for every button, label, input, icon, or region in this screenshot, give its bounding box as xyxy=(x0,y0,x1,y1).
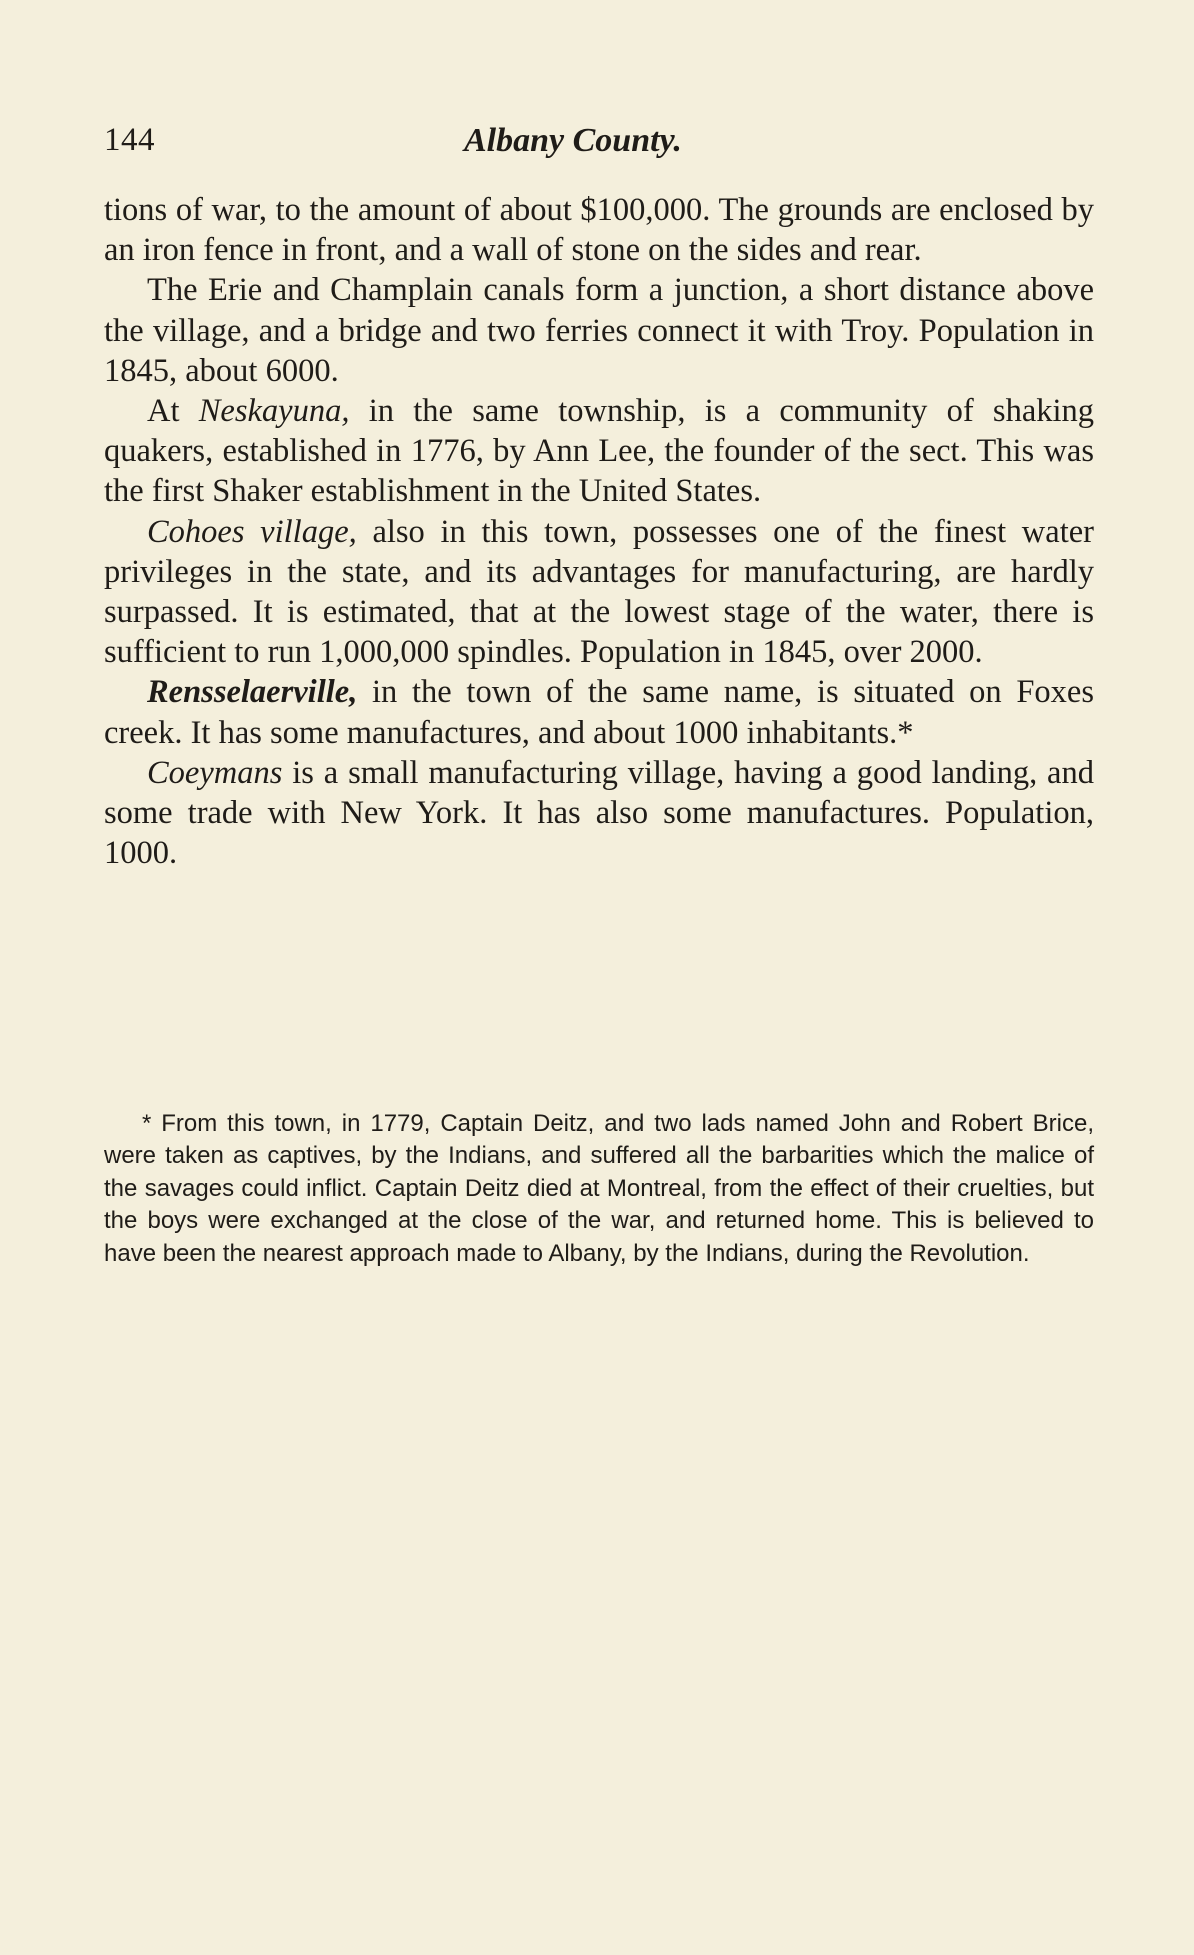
paragraph-neskayuna xyxy=(104,391,1094,512)
page-header xyxy=(104,122,1094,166)
paragraph-text: The Erie and Champlain canals form a junction, a short distance above the village, and a bridge and two ferries connect it with Troy. Population in 1845, about 6000. xyxy=(104,272,1094,389)
paragraph-text: in the same township, is a community of shaking quakers, established in 1776, by Ann Lee, the founder of the sect. This was the first Shaker establishment in the United States. xyxy=(104,393,1095,510)
place-name-coeymans: Coeymans xyxy=(147,754,283,791)
place-name-cohoes: Cohoes village, xyxy=(147,513,357,550)
paragraph-text: also in this town, possesses one of the finest water privileges in the state, and its advantages for manufacturing, are hardly surpassed. It is estimated, that at the lowest stage of the water, there is sufficient to run 1,000,000 spindles. Population in 1845, over 2000. xyxy=(104,513,1094,671)
footnote xyxy=(104,1108,1094,1270)
paragraph-text: tions of war, to the amount of about $100,000. The grounds are enclosed by an iron fence in front, and a wall of stone on the sides and rear. xyxy=(104,192,1094,269)
place-name-neskayuna: Neskayuna, xyxy=(198,393,350,430)
paragraph-cohoes xyxy=(104,512,1094,673)
paragraph-lead: At xyxy=(147,393,180,430)
running-title: Albany County. xyxy=(464,122,682,159)
paragraph-coeymans xyxy=(104,753,1094,874)
footnote-text: * From this town, in 1779, Captain Deitz, and two lads named John and Robert Brice, were taken as captives, by the Indians, and suffered all the barbarities which the malice of the savages could inflict. Captain Deitz died at Montreal, from the effect of their cruelties, but the boys were exchanged at the close of the war, and returned home. This is believed to have been the nearest approach made to Albany, by the Indians, during the Revolution. xyxy=(104,1110,1094,1267)
body-text xyxy=(104,190,1094,873)
paragraph-canals xyxy=(104,270,1094,391)
page-number: 144 xyxy=(104,122,155,158)
paragraph-west-troy-continued xyxy=(104,190,1094,270)
paragraph-rensselaerville xyxy=(104,672,1094,752)
paragraph-text: is a small manufacturing village, having a good landing, and some trade with New York. It has also some manufactures. Population, 1000. xyxy=(104,754,1094,872)
place-name-rensselaerville: Rensselaerville, xyxy=(147,674,358,711)
paragraph-text: in the town of the same name, is situated on Foxes creek. It has some manufactures, and about 1000 inhabitants.* xyxy=(104,674,1094,751)
